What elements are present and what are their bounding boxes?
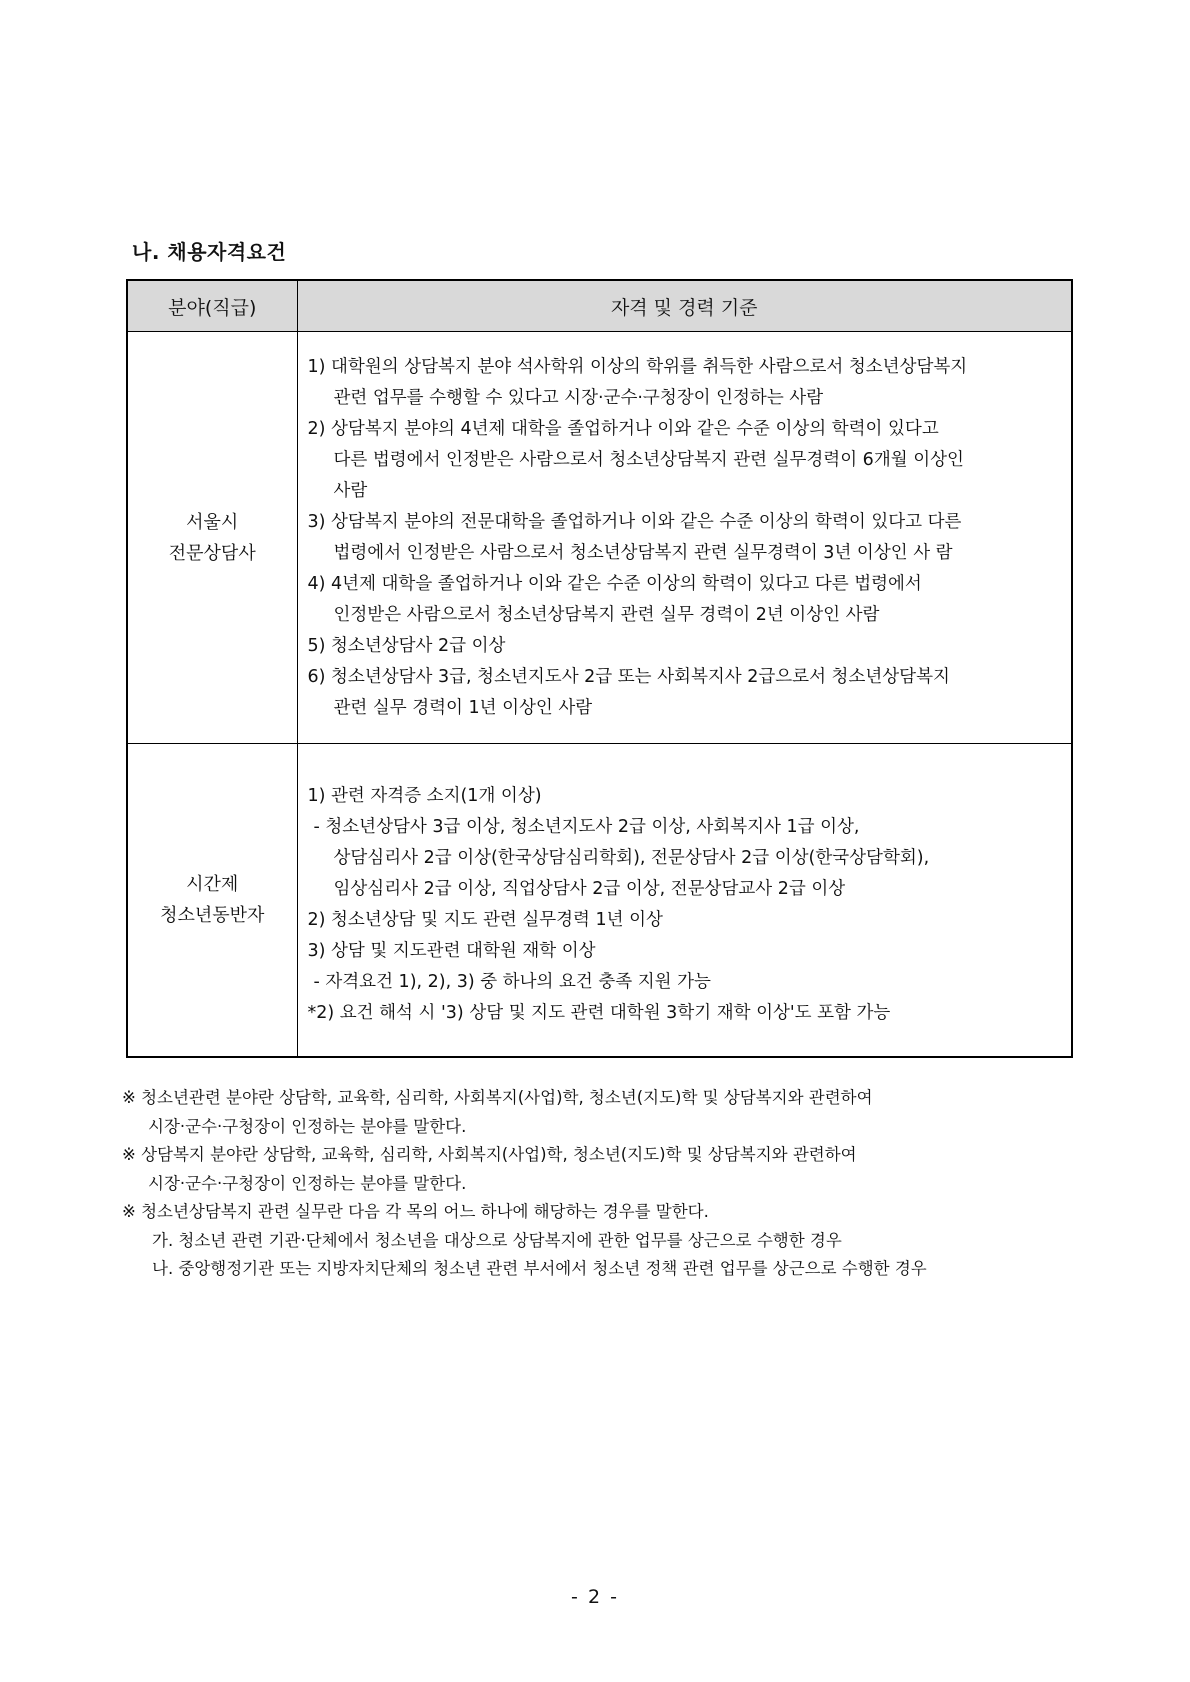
criteria-line: *2) 요건 해석 시 '3) 상담 및 지도 관련 대학원 3학기 재학 이상'도 포함 가능 (307, 1003, 891, 1023)
criteria-line: 다른 법령에서 인정받은 사람으로서 청소년상담복지 관련 실무경력이 6개월 이상인 (333, 450, 964, 470)
criteria-line: 5) 청소년상담사 2급 이상 (307, 636, 506, 656)
page-number: - 2 - (571, 1586, 619, 1608)
field-name-line: 시간제 (186, 874, 239, 895)
criteria-line: 상담심리사 2급 이상(한국상담심리학회), 전문상담사 2급 이상(한국상담학회), (333, 848, 930, 868)
criteria-line: 인정받은 사람으로서 청소년상담복지 관련 실무 경력이 2년 이상인 사람 (333, 605, 880, 625)
criteria-line: 1) 대학원의 상담복지 분야 석사학위 이상의 학위를 취득한 사람으로서 청소년상담복지 (307, 357, 968, 377)
criteria-line: 3) 상담 및 지도관련 대학원 재학 이상 (307, 941, 596, 961)
note-line: ※ 청소년관련 분야란 상담학, 교육학, 심리학, 사회복지(사업)학, 청소년(지도)학 및 상담복지와 관련하여 (122, 1088, 873, 1107)
criteria-line: 6) 청소년상담사 3급, 청소년지도사 2급 또는 사회복지사 2급으로서 청소년상담복지 (307, 667, 950, 687)
field-name-line: 전문상담사 (168, 542, 256, 564)
criteria-line: 2) 상담복지 분야의 4년제 대학을 졸업하거나 이와 같은 수준 이상의 학력이 있다고 (307, 419, 939, 439)
criteria-line: 관련 실무 경력이 1년 이상인 사람 (333, 698, 593, 718)
header-field: 분야(직급) (127, 280, 297, 332)
requirements-table (126, 279, 1073, 1058)
table-row (127, 744, 1072, 1058)
criteria-line: 법령에서 인정받은 사람으로서 청소년상담복지 관련 실무경력이 3년 이상인 사 람 (333, 543, 953, 563)
criteria-cell (297, 332, 1072, 744)
criteria-line: - 청소년상담사 3급 이상, 청소년지도사 2급 이상, 사회복지사 1급 이상, (313, 817, 860, 837)
note-line: 나. 중앙행정기관 또는 지방자치단체의 청소년 관련 부서에서 청소년 정책 관련 업무를 상근으로 수행한 경우 (152, 1259, 927, 1278)
criteria-cell (297, 744, 1072, 1058)
note-line: ※ 청소년상담복지 관련 실무란 다음 각 목의 어느 하나에 해당하는 경우를 말한다. (122, 1202, 709, 1221)
field-name-line: 서울시 (186, 511, 239, 533)
table-header-row (127, 280, 1072, 332)
criteria-line: 3) 상담복지 분야의 전문대학을 졸업하거나 이와 같은 수준 이상의 학력이 있다고 다른 (307, 512, 962, 532)
note-line: ※ 상담복지 분야란 상담학, 교육학, 심리학, 사회복지(사업)학, 청소년(지도)학 및 상담복지와 관련하여 (122, 1145, 857, 1164)
field-name-line: 청소년동반자 (160, 905, 265, 926)
field-cell (127, 744, 297, 1058)
criteria-line: 4) 4년제 대학을 졸업하거나 이와 같은 수준 이상의 학력이 있다고 다른 법령에서 (307, 574, 922, 594)
table-row (127, 332, 1072, 744)
criteria-line: 2) 청소년상담 및 지도 관련 실무경력 1년 이상 (307, 910, 663, 930)
notes (122, 1084, 927, 1284)
criteria-line: 1) 관련 자격증 소지(1개 이상) (307, 786, 542, 806)
criteria-line: 임상심리사 2급 이상, 직업상담사 2급 이상, 전문상담교사 2급 이상 (333, 879, 846, 899)
criteria-line: 사람 (333, 481, 368, 501)
field-cell (127, 332, 297, 744)
header-criteria: 자격 및 경력 기준 (297, 280, 1072, 332)
note-line: 시장·군수·구청장이 인정하는 분야를 말한다. (148, 1173, 467, 1193)
section-title: 나. 채용자격요건 (132, 240, 287, 264)
note-line: 시장·군수·구청장이 인정하는 분야를 말한다. (148, 1116, 467, 1136)
note-line: 가. 청소년 관련 기관·단체에서 청소년을 대상으로 상담복지에 관한 업무를 상근으로 수행한 경우 (152, 1230, 842, 1250)
criteria-line: - 자격요건 1), 2), 3) 중 하나의 요건 충족 지원 가능 (313, 972, 711, 992)
criteria-line: 관련 업무를 수행할 수 있다고 시장·군수·구청장이 인정하는 사람 (333, 388, 824, 408)
